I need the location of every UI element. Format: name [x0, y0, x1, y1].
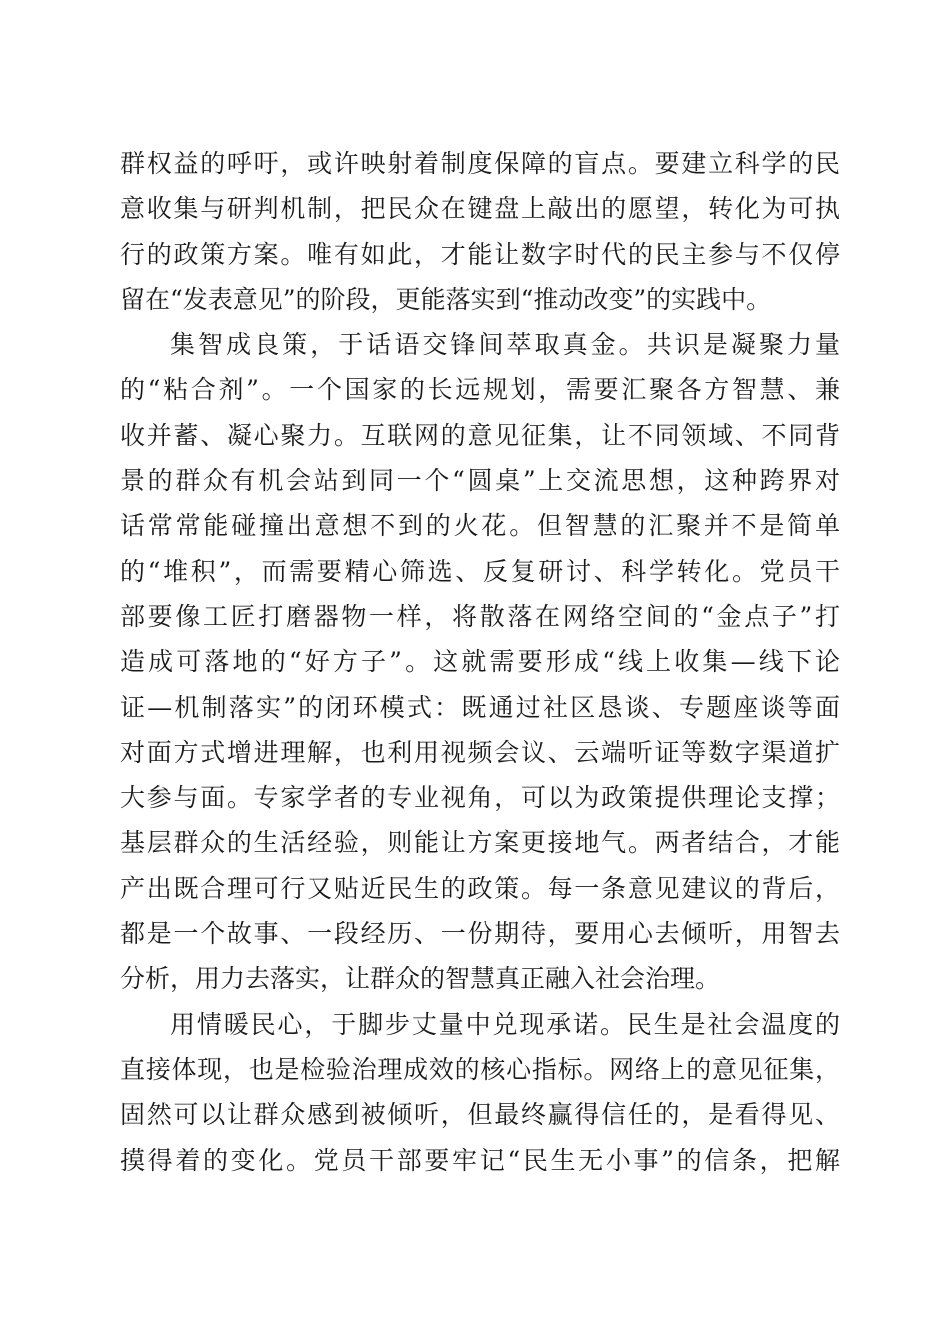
text-line: 行的政策方案。唯有如此，才能让数字时代的民主参与不仅停 — [120, 239, 840, 269]
text-line: 直接体现，也是检验治理成效的核心指标。网络上的意见征集， — [120, 1054, 840, 1084]
text-line: 摸得着的变化。党员干部要牢记“民生无小事”的信条，把解 — [120, 1145, 840, 1175]
text-line: 留在“发表意见”的阶段，更能落实到“推动改变”的实践中。 — [120, 284, 772, 314]
text-line: 基层群众的生活经验，则能让方案更接地气。两者结合，才能 — [120, 828, 840, 858]
text-line: 对面方式增进理解，也利用视频会议、云端听证等数字渠道扩 — [120, 737, 840, 767]
text-line: 造成可落地的“好方子”。这就需要形成“线上收集—线下论 — [120, 647, 840, 677]
text-line: 大参与面。专家学者的专业视角，可以为政策提供理论支撑； — [120, 783, 840, 813]
text-line: 的“堆积”，而需要精心筛选、反复研讨、科学转化。党员干 — [120, 556, 840, 586]
text-line: 意收集与研判机制，把民众在键盘上敲出的愿望，转化为可执 — [120, 194, 840, 224]
text-line: 固然可以让群众感到被倾听，但最终赢得信任的，是看得见、 — [120, 1100, 840, 1130]
text-line: 收并蓄、凝心聚力。互联网的意见征集，让不同领域、不同背 — [120, 420, 840, 450]
text-line: 证—机制落实”的闭环模式：既通过社区恳谈、专题座谈等面 — [120, 692, 840, 722]
text-line: 分析，用力去落实，让群众的智慧真正融入社会治理。 — [120, 964, 721, 994]
body-text — [120, 141, 840, 1183]
text-line: 景的群众有机会站到同一个“圆桌”上交流思想，这种跨界对 — [120, 466, 840, 496]
paragraph-start-line: 用情暖民心，于脚步丈量中兑现承诺。民生是社会温度的 — [170, 1009, 840, 1039]
paragraph-start-line: 集智成良策，于话语交锋间萃取真金。共识是凝聚力量 — [170, 330, 840, 360]
text-line: 产出既合理可行又贴近民生的政策。每一条意见建议的背后， — [120, 873, 840, 903]
text-line: 的“粘合剂”。一个国家的长远规划，需要汇聚各方智慧、兼 — [120, 375, 840, 405]
text-line: 话常常能碰撞出意想不到的火花。但智慧的汇聚并不是简单 — [120, 511, 840, 541]
text-line: 群权益的呼吁，或许映射着制度保障的盲点。要建立科学的民 — [120, 149, 840, 178]
text-line: 都是一个故事、一段经历、一份期待，要用心去倾听，用智去 — [120, 919, 840, 949]
text-line: 部要像工匠打磨器物一样，将散落在网络空间的“金点子”打 — [120, 601, 840, 631]
